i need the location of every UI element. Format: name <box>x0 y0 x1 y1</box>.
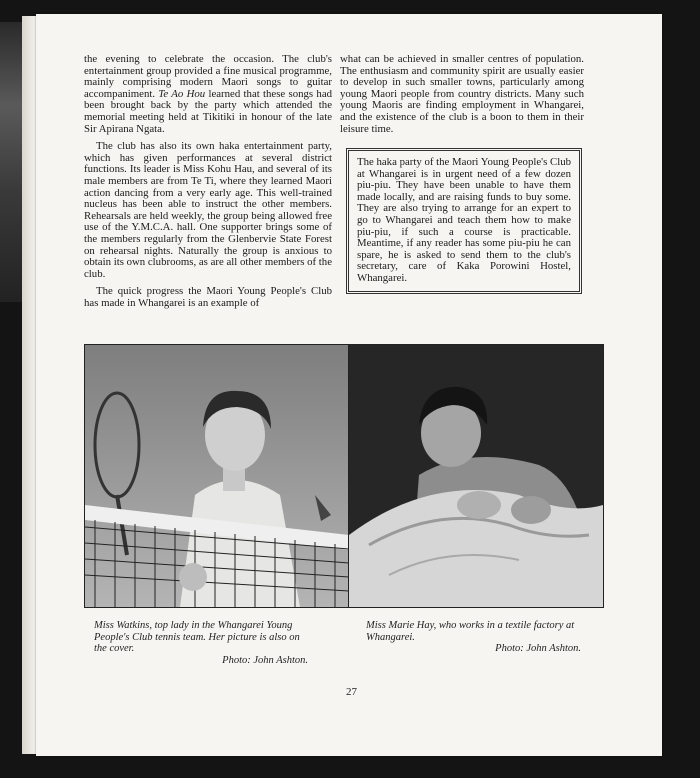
binding-edge <box>22 16 37 754</box>
caption-right <box>366 620 581 655</box>
right-paragraph-1: what can be achieved in smaller centres of population. The enthusiasm and community spirit are usually easier to develop in such smaller towns, particularly among young Maori people from country districts. Many such young Maoris are finding employment in Whangarei, and the existence of the club is a boon to them in their leisure time. <box>340 53 584 135</box>
right-column <box>340 54 584 141</box>
caption-left-text: Miss Watkins, top lady in the Whangarei Young People's Club tennis team. Her picture is also on the cover. <box>94 620 300 654</box>
left-paragraph-3: The quick progress the Maori Young People's Club has made in Whangarei is an example of <box>84 285 332 309</box>
left-column <box>84 54 332 315</box>
piu-piu-notice-box: The haka party of the Maori Young People's Club at Whangarei is in urgent need of a few dozen piu-piu. They have been unable to have them made locally, and are raising funds to buy some. They are also trying to arrange for an expert to go to Whangarei and teach them how to make piu-piu, if such a course is practicable. Meantime, if any reader has some piu-piu he can spare, he is asked to send them to the club's secretary, care of Kaka Porowini Hostel, Whangarei. <box>346 148 582 294</box>
publication-title: Te Ao Hou <box>158 87 206 100</box>
photo-marie-hay <box>348 344 604 608</box>
adjacent-page-photo-edge <box>0 22 22 302</box>
caption-right-text: Miss Marie Hay, who works in a textile factory at Whangarei. <box>366 620 575 643</box>
caption-left <box>94 620 308 666</box>
photo-credit-right: Photo: John Ashton. <box>495 643 581 654</box>
page-number: 27 <box>346 686 357 698</box>
magazine-page <box>36 14 662 756</box>
left-paragraph-2: The club has also its own haka entertainment party, which has given performances at several district functions. Its leader is Miss Kohu Hau, and several of its male members are from Te Ti, where they learned Maori action dancing from a very early age. This well-trained nucleus has been able to instruct the other members. Rehearsals are held weekly, the group being allowed free use of the Y.M.C.A. hall. One supporter brings some of the members regularly from the Glenbervie State Forest on rehearsal nights. Naturally the group is anxious to obtain its own clubrooms, as are all other members of the club. <box>84 140 332 280</box>
photo-credit-left: Photo: John Ashton. <box>222 654 308 666</box>
photo-miss-watkins <box>84 344 350 608</box>
left-paragraph-1: the evening to celebrate the occasion. The club's entertainment group provided a fine musical programme, mainly comprising modern Maori songs to guitar accompaniment. Te Ao Hou learned that these songs had been brought back by the party which attended the memorial meeting held at Tikitiki in honour of the late Sir Apirana Ngata. <box>84 53 333 135</box>
